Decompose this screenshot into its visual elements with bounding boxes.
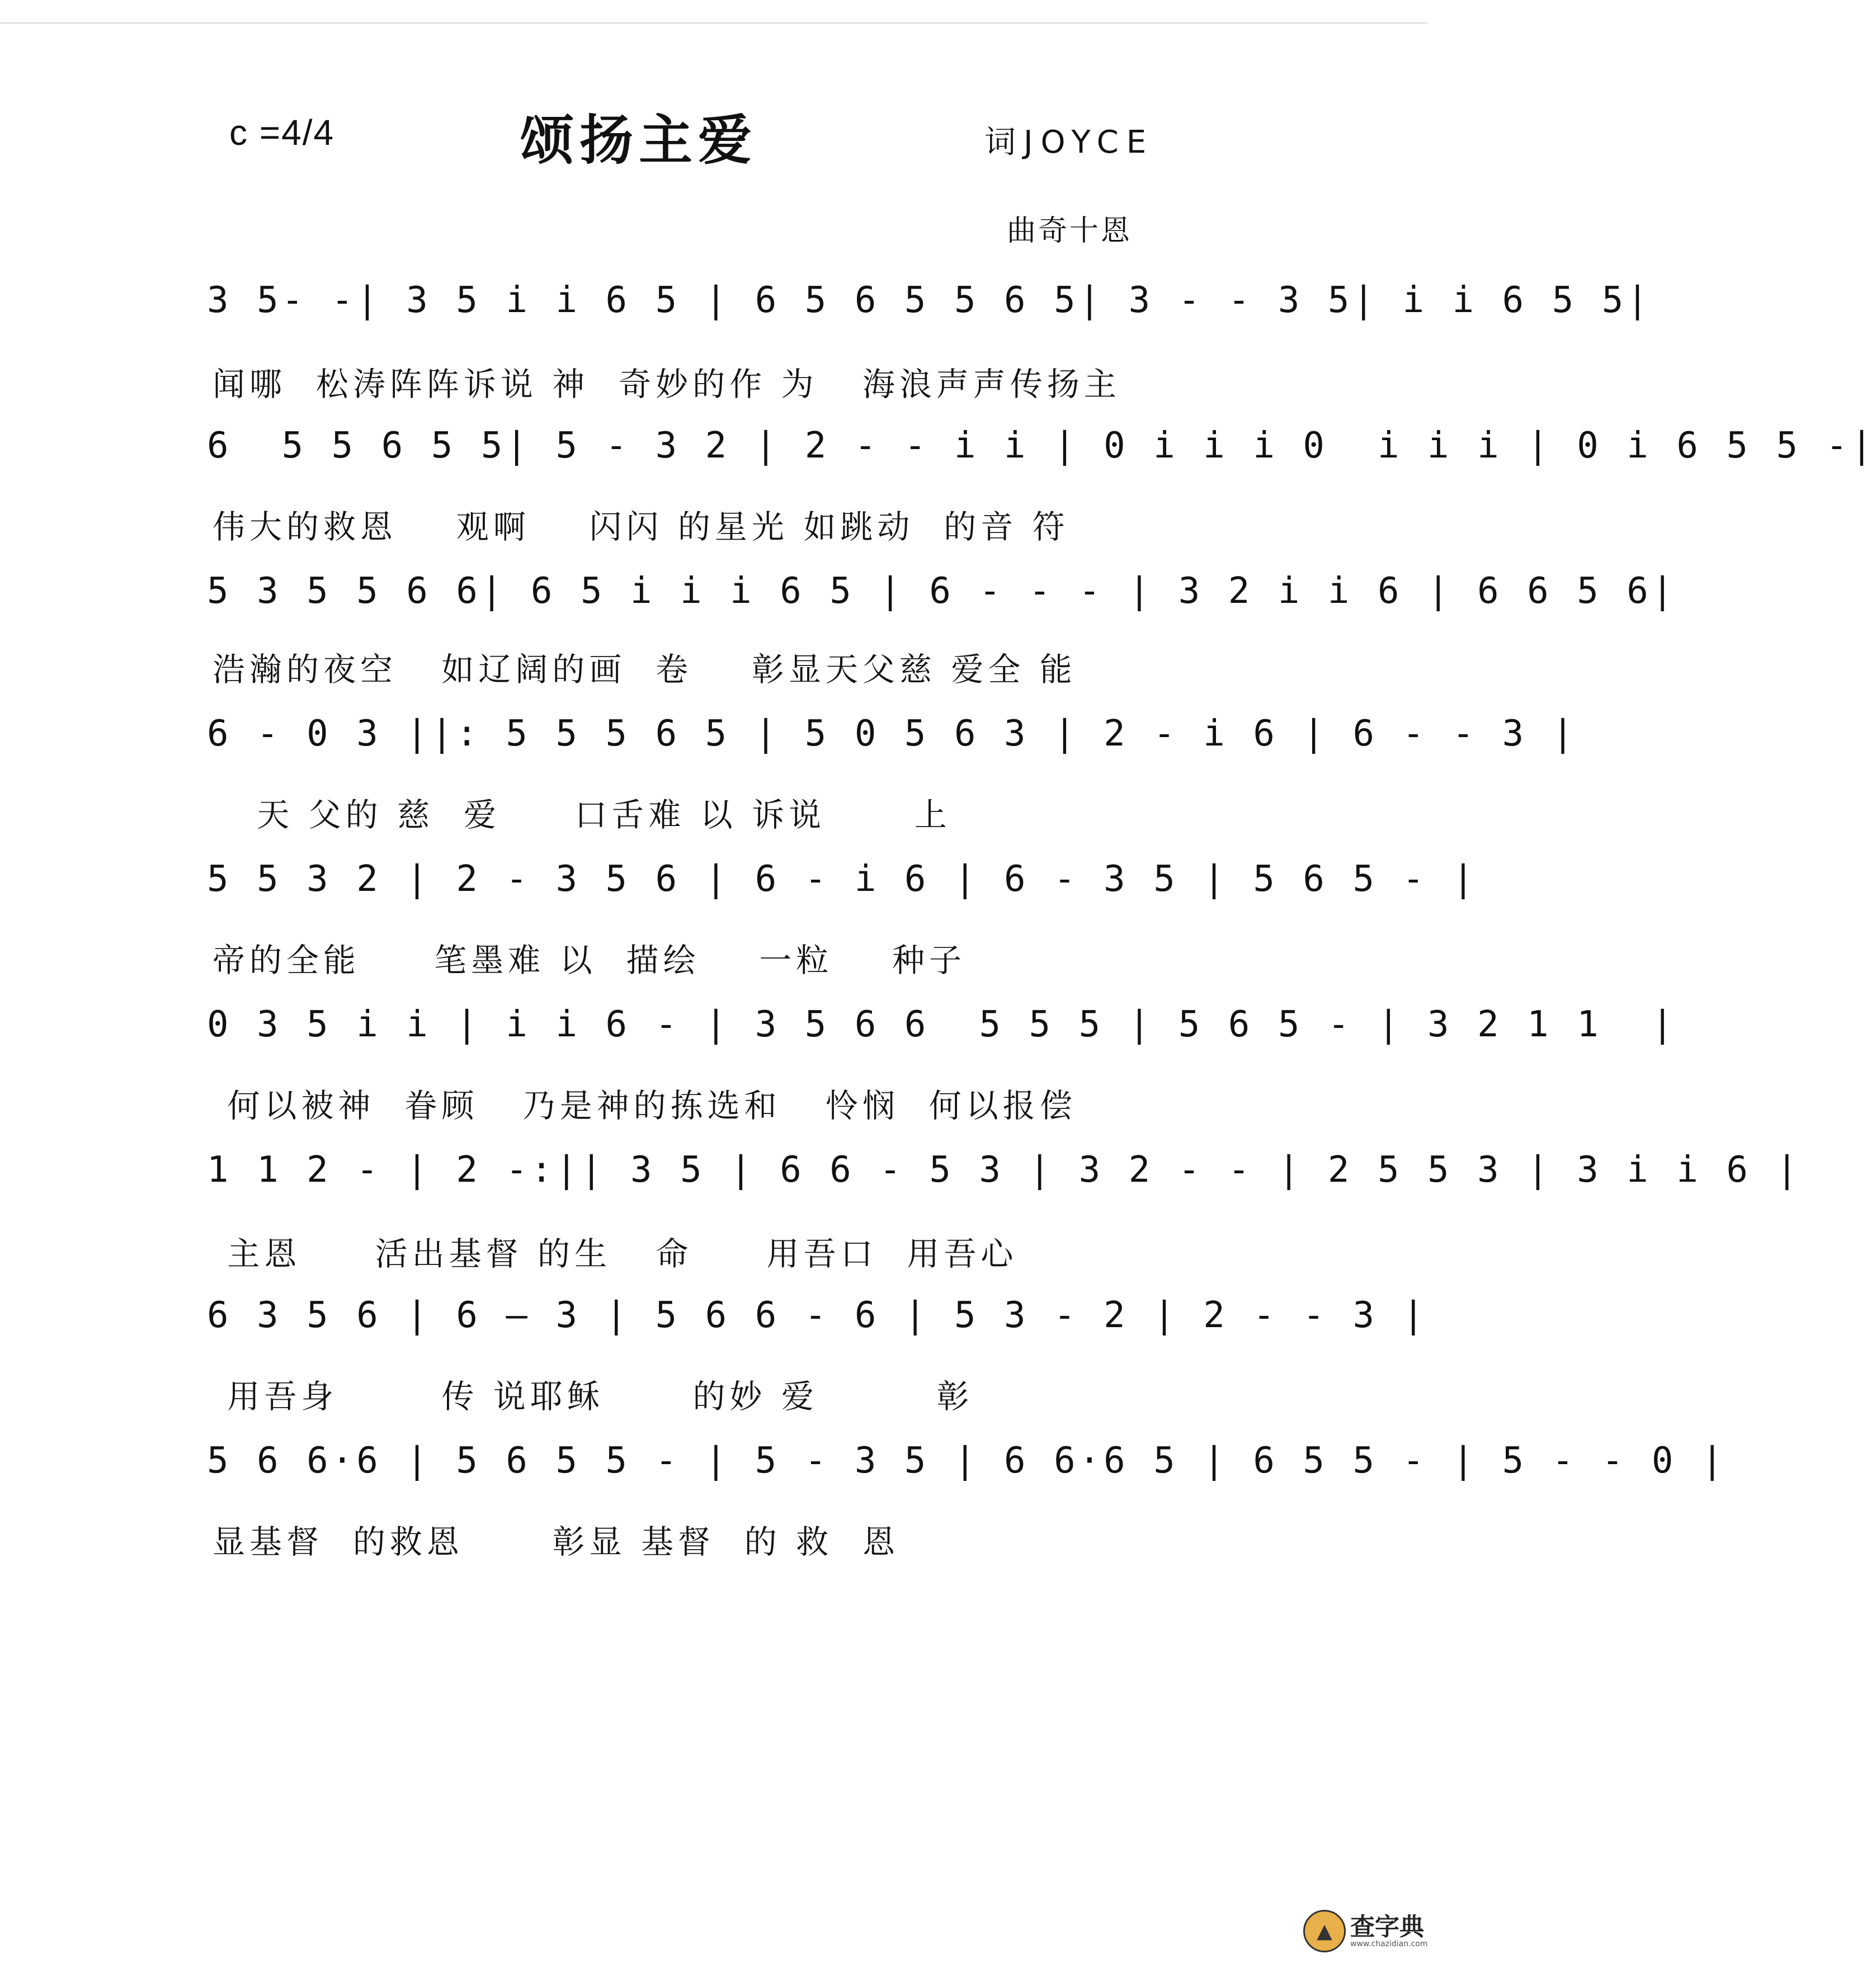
lyrics-row-7: 主恩 活出基督 的生 命 用吾口 用吾心: [213, 1235, 1018, 1273]
watermark-brand: 查字典: [1350, 1912, 1424, 1941]
notation-row-9: 5 6 6·6 | 5 6 5 5 - | 5 - 3 5 | 6 6·6 5 | 6 5 5 - | 5 - - 0 |: [207, 1440, 1727, 1481]
notation-row-6: 0 3 5 i i | i i 6 - | 3 5 6 6 5 5 5 | 5 6 5 - | 3 2 1 1 |: [207, 1004, 1677, 1045]
notation-row-4: 6 - 0 3 ||: 5 5 5 6 5 | 5 0 5 6 3 | 2 - i 6 | 6 - - 3 |: [207, 713, 1577, 754]
lyricist-credit: 词JOYCE: [984, 124, 1154, 161]
notation-row-8: 6 3 5 6 | 6 — 3 | 5 6 6 - 6 | 5 3 - 2 | 2 - - 3 |: [207, 1295, 1428, 1336]
notation-row-7: 1 1 2 - | 2 -:|| 3 5 | 6 6 - 5 3 | 3 2 - - | 2 5 5 3 | 3 i i 6 |: [207, 1149, 1801, 1191]
lyrics-row-6: 何以被神 眷顾 乃是神的拣选和 怜悯 何以报偿: [213, 1087, 1077, 1125]
watermark-text: [1350, 1914, 1427, 1948]
notation-row-5: 5 5 3 2 | 2 - 3 5 6 | 6 - i 6 | 6 - 3 5 | 5 6 5 - |: [207, 858, 1478, 900]
lyrics-row-3: 浩瀚的夜空 如辽阔的画 卷 彰显天父慈 爱全 能: [213, 650, 1077, 688]
lyrics-row-4: 天 父的 慈 爱 口舌难 以 诉说 上: [213, 796, 951, 834]
page-top-rule: [0, 22, 1427, 23]
scholar-cap-icon: ▲: [1303, 1910, 1346, 1952]
notation-row-3: 5 3 5 5 6 6| 6 5 i i i 6 5 | 6 - - - | 3 2 i i 6 | 6 6 5 6|: [207, 570, 1677, 612]
notation-row-2: 6 5 5 6 5 5| 5 - 3 2 | 2 - - i i | 0 i i i 0 i i i | 0 i 6 5 5 -|: [207, 425, 1876, 466]
watermark-url: www.chazidian.com: [1350, 1939, 1428, 1948]
lyrics-row-5: 帝的全能 笔墨难 以 描绘 一粒 种子: [213, 941, 966, 979]
lyrics-row-2: 伟大的救恩 观啊 闪闪 的星光 如跳动 的音 符: [213, 508, 1069, 546]
key-signature: c =4/4: [229, 112, 335, 153]
song-title: 颂扬主爱: [520, 109, 757, 172]
notation-row-1: 3 5- -| 3 5 i i 6 5 | 6 5 6 5 5 6 5| 3 - - 3 5| i i 6 5 5|: [207, 280, 1652, 321]
lyrics-row-8: 用吾身 传 说耶稣 的妙 爱 彰: [213, 1377, 974, 1415]
lyrics-row-1: 闻哪 松涛阵阵诉说 神 奇妙的作 为 海浪声声传扬主: [213, 365, 1121, 403]
site-watermark: [1303, 1910, 1427, 1952]
lyrics-row-9: 显基督 的救恩 彰显 基督 的 救 恩: [213, 1523, 900, 1561]
composer-credit: 曲奇十恩: [1007, 214, 1133, 248]
